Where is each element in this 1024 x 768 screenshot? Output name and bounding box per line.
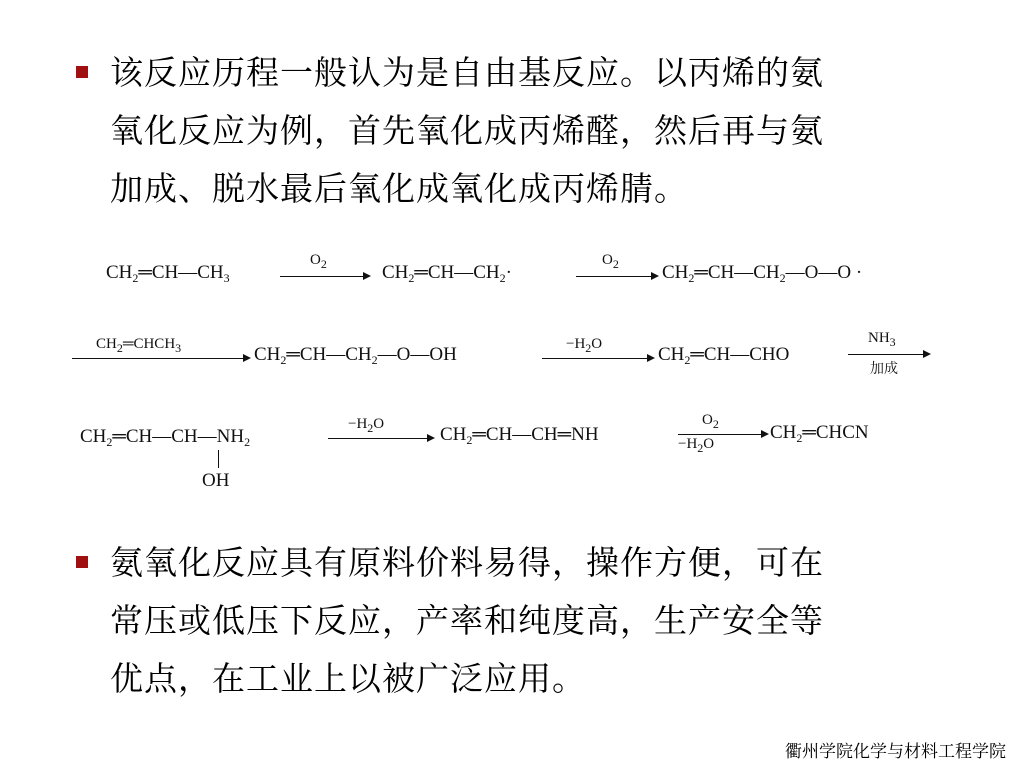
paragraph-line: 氨氧化反应具有原料价料易得，操作方便，可在 <box>110 543 824 582</box>
arrow-label-o2: $O_2$ <box>602 252 619 271</box>
vertical-bond <box>218 450 219 468</box>
arrow-label-propylene: $CH_2═CHCH_3$ <box>96 336 182 355</box>
bullet-paragraph-1 <box>76 44 956 218</box>
arrow-label-minus-h2o: $-H_2O$ <box>678 436 715 455</box>
compound-hydroperoxide: $CH_2═CH—CH_2—O—OH$ <box>254 344 457 367</box>
reaction-arrow <box>678 434 762 435</box>
reaction-scheme <box>66 244 966 500</box>
compound-allyl-radical: $CH_2═CH—CH_2\cdot$ <box>382 262 512 285</box>
compound-acrylonitrile: $CH_2═CHCN$ <box>770 422 869 445</box>
arrow-label-o2: $O_2$ <box>702 412 719 431</box>
reaction-arrow <box>576 276 652 277</box>
reaction-arrow <box>328 438 428 439</box>
paragraph-line: 常压或低压下反应，产率和纯度高，生产安全等 <box>110 601 824 640</box>
bullet-paragraph-2 <box>76 534 956 708</box>
reaction-arrow <box>280 276 364 277</box>
paragraph-line: 该反应历程一般认为是自由基反应。以丙烯的氨 <box>110 53 824 92</box>
arrow-label-nh3: $NH_3$ <box>868 330 896 349</box>
square-bullet-icon <box>76 66 88 78</box>
reaction-arrow <box>848 354 924 355</box>
compound-amino-alcohol: $CH_2═CH—CH—NH_2$ <box>80 426 251 449</box>
hydroxyl-group: OH <box>202 470 230 491</box>
reaction-arrow <box>72 358 244 359</box>
compound-propylene: $CH_2═CH—CH_3$ <box>106 262 230 285</box>
arrow-label-addition: 加成 <box>870 361 898 377</box>
compound-peroxy-radical: $CH_2═CH—CH_2—O—O$ · <box>662 262 863 285</box>
compound-acrolein: $CH_2═CH—CHO$ <box>658 344 790 367</box>
footer-institution: 衢州学院化学与材料工程学院 <box>785 742 1006 762</box>
compound-imine: $CH_2═CH—CH═NH$ <box>440 424 599 447</box>
paragraph-line: 优点，在工业上以被广泛应用。 <box>110 659 586 698</box>
arrow-label-minus-h2o: $-H_2O$ <box>348 416 385 435</box>
reaction-arrow <box>542 358 648 359</box>
square-bullet-icon <box>76 556 88 568</box>
arrow-label-o2: $O_2$ <box>310 252 327 271</box>
paragraph-line: 氧化反应为例，首先氧化成丙烯醛，然后再与氨 <box>110 111 824 150</box>
arrow-label-minus-h2o: $-H_2O$ <box>566 336 603 355</box>
paragraph-line: 加成、脱水最后氧化成氧化成丙烯腈。 <box>110 169 688 208</box>
